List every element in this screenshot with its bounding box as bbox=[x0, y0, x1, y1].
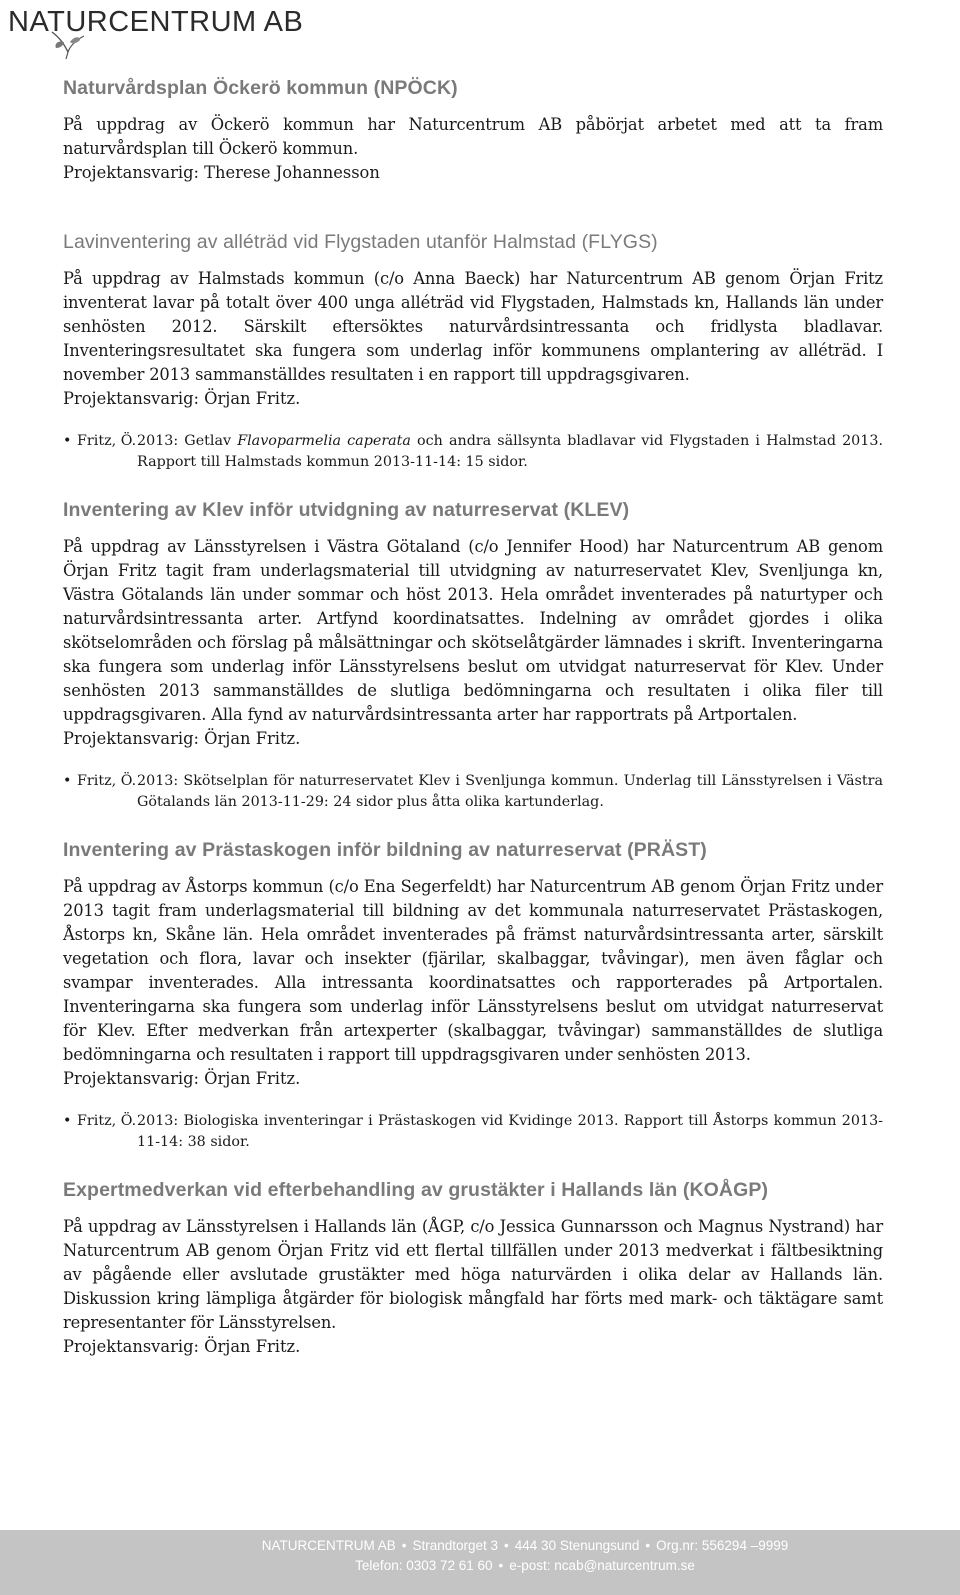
reference-item bbox=[63, 1111, 883, 1153]
project-responsible: Projektansvarig: Örjan Fritz. bbox=[63, 1337, 301, 1356]
reference-author: Fritz, Ö. bbox=[77, 773, 137, 789]
footer-line-address bbox=[0, 1530, 960, 1556]
bullet-icon: • bbox=[63, 433, 72, 449]
footer-line-contact bbox=[0, 1556, 960, 1576]
section-body: På uppdrag av Halmstads kommun (c/o Anna Baeck) har Naturcentrum AB genom Örjan Fritz inventerat lavar på totalt över 400 unga alléträd vid Flygstaden, Halmstads kn, Hallands län under senhösten 2012. Särskilt eftersöktes naturvårdsintressanta och fridlysta bladlavar. Inventeringsresultatet ska fungera som underlag inför kommunens omplantering av alléträd. I november 2013 sammanställdes resultaten i en rapport till uppdragsgivaren. bbox=[63, 269, 883, 384]
section-title: Naturvårdsplan Öckerö kommun (NPÖCK) bbox=[63, 77, 458, 99]
section-body: På uppdrag av Länsstyrelsen i Västra Götaland (c/o Jennifer Hood) har Naturcentrum AB genom Örjan Fritz tagit fram underlagsmaterial till utvidgning av naturreservatet Klev, Svenljunga kn, Västra Götalands län under sommar och höst 2013. Hela området inventerades på naturtyper och naturvårdsintressanta arter. Artfynd koordinatsattes. Indelning av området gjordes i olika skötselområden och förslag på målsättningar och skötselåtgärder lämnades i skrift. Inventeringarna ska fungera som underlag inför Länsstyrelsens beslut om utvidgat naturreservat för Klev. Under senhösten 2013 sammanställdes de slutliga bedömningarna och resultaten i olika filer till uppdragsgivaren. Alla fynd av naturvårdsintressanta arter har rapportrats på Artportalen. bbox=[63, 537, 883, 724]
section-title: Inventering av Prästaskogen inför bildning av naturreservat (PRÄST) bbox=[63, 839, 707, 861]
project-responsible: Projektansvarig: Örjan Fritz. bbox=[63, 1069, 301, 1088]
section-body: På uppdrag av Länsstyrelsen i Hallands län (ÅGP, c/o Jessica Gunnarsson och Magnus Nystrand) har Naturcentrum AB genom Örjan Fritz vid ett flertal tillfällen under 2013 medverkat i fältbesiktning av pågående eller avslutade grustäkter med höga naturvärden i olika delar av Hallands län. Diskussion kring lämpliga åtgärder för biologisk mångfald har förts med mark- och täktägare samt representanter för Länsstyrelsen. bbox=[63, 1217, 883, 1332]
section-body: På uppdrag av Öckerö kommun har Naturcentrum AB påbörjat arbetet med att ta fram naturvårdsplan till Öckerö kommun. bbox=[63, 115, 883, 158]
reference-text: 2013: Biologiska inventeringar i Prästaskogen vid Kvidinge 2013. Rapport till Åstorps kommun 2013-11-14: 38 sidor. bbox=[137, 1113, 883, 1150]
footer-street: Strandtorget 3 bbox=[412, 1538, 499, 1553]
reference-text: 2013: Getlav bbox=[137, 433, 238, 449]
section-koagp bbox=[63, 1177, 883, 1359]
document-body bbox=[63, 72, 883, 1359]
logo-text: NATURCENTRUM AB bbox=[8, 6, 304, 38]
project-responsible: Projektansvarig: Therese Johannesson bbox=[63, 163, 380, 182]
reference-item bbox=[63, 771, 883, 813]
section-title: Inventering av Klev inför utvidgning av naturreservat (KLEV) bbox=[63, 499, 630, 521]
footer-postal: 444 30 Stenungsund bbox=[514, 1538, 640, 1553]
footer-email[interactable]: e-post: ncab@naturcentrum.se bbox=[509, 1558, 695, 1573]
section-klev bbox=[63, 497, 883, 813]
bullet-icon: • bbox=[401, 1538, 407, 1553]
reference-author: Fritz, Ö. bbox=[77, 433, 137, 449]
footer-phone: Telefon: 0303 72 61 60 bbox=[355, 1558, 493, 1573]
bullet-icon: • bbox=[504, 1538, 509, 1553]
section-body: På uppdrag av Åstorps kommun (c/o Ena Segerfeldt) har Naturcentrum AB genom Örjan Fritz under 2013 tagit fram underlagsmaterial till bildning av det kommunala naturreservatet Prästaskogen, Åstorps kn, Skåne län. Hela området inventerades på främst naturvårdsintressanta arter, särskilt vegetation och flora, lavar och insekter (fjärilar, skalbaggar, tvåvingar), men även fåglar och svampar inventerades. Alla intressanta koordinatsattes och rapporterades på Artportalen. Inventeringarna ska fungera som underlag inför Länsstyrelsens beslut om utvidgat naturreservat för Klev. Efter medverkan från artexperter (skalbaggar, tvåvingar) sammanställdes de slutliga bedömningarna och resultaten i rapport till uppdragsgivaren under senhösten 2013. bbox=[63, 877, 883, 1064]
insect-logo-icon bbox=[46, 28, 90, 60]
project-responsible: Projektansvarig: Örjan Fritz. bbox=[63, 729, 301, 748]
bullet-icon: • bbox=[63, 773, 72, 789]
footer-company: NATURCENTRUM AB bbox=[261, 1538, 396, 1553]
section-flygs bbox=[63, 229, 883, 473]
reference-author: Fritz, Ö. bbox=[77, 1113, 137, 1129]
project-responsible: Projektansvarig: Örjan Fritz. bbox=[63, 389, 301, 408]
reference-species: Flavoparmelia caperata bbox=[237, 433, 411, 449]
bullet-icon: • bbox=[63, 1113, 72, 1129]
company-logo bbox=[6, 0, 306, 70]
page-footer bbox=[0, 1530, 960, 1595]
reference-text: 2013: Skötselplan för naturreservatet Klev i Svenljunga kommun. Underlag till Länsstyrelsen i Västra Götalands län 2013-11-29: 24 sidor plus åtta olika kartunderlag. bbox=[137, 773, 883, 810]
section-title: Lavinventering av alléträd vid Flygstaden utanför Halmstad (FLYGS) bbox=[63, 231, 658, 253]
section-title: Expertmedverkan vid efterbehandling av grustäkter i Hallands län (KOÅGP) bbox=[63, 1179, 769, 1201]
bullet-icon: • bbox=[498, 1558, 504, 1573]
reference-text-end: och andra sällsynta bladlavar vid Flygstaden i Halmstad 2013. Rapport till Halmstads kommun 2013-11-14: 15 sidor. bbox=[137, 433, 883, 470]
section-prast bbox=[63, 837, 883, 1153]
section-npock bbox=[63, 75, 883, 185]
reference-item bbox=[63, 431, 883, 473]
bullet-icon: • bbox=[645, 1538, 651, 1553]
footer-orgnr: Org.nr: 556294 –9999 bbox=[656, 1538, 789, 1553]
